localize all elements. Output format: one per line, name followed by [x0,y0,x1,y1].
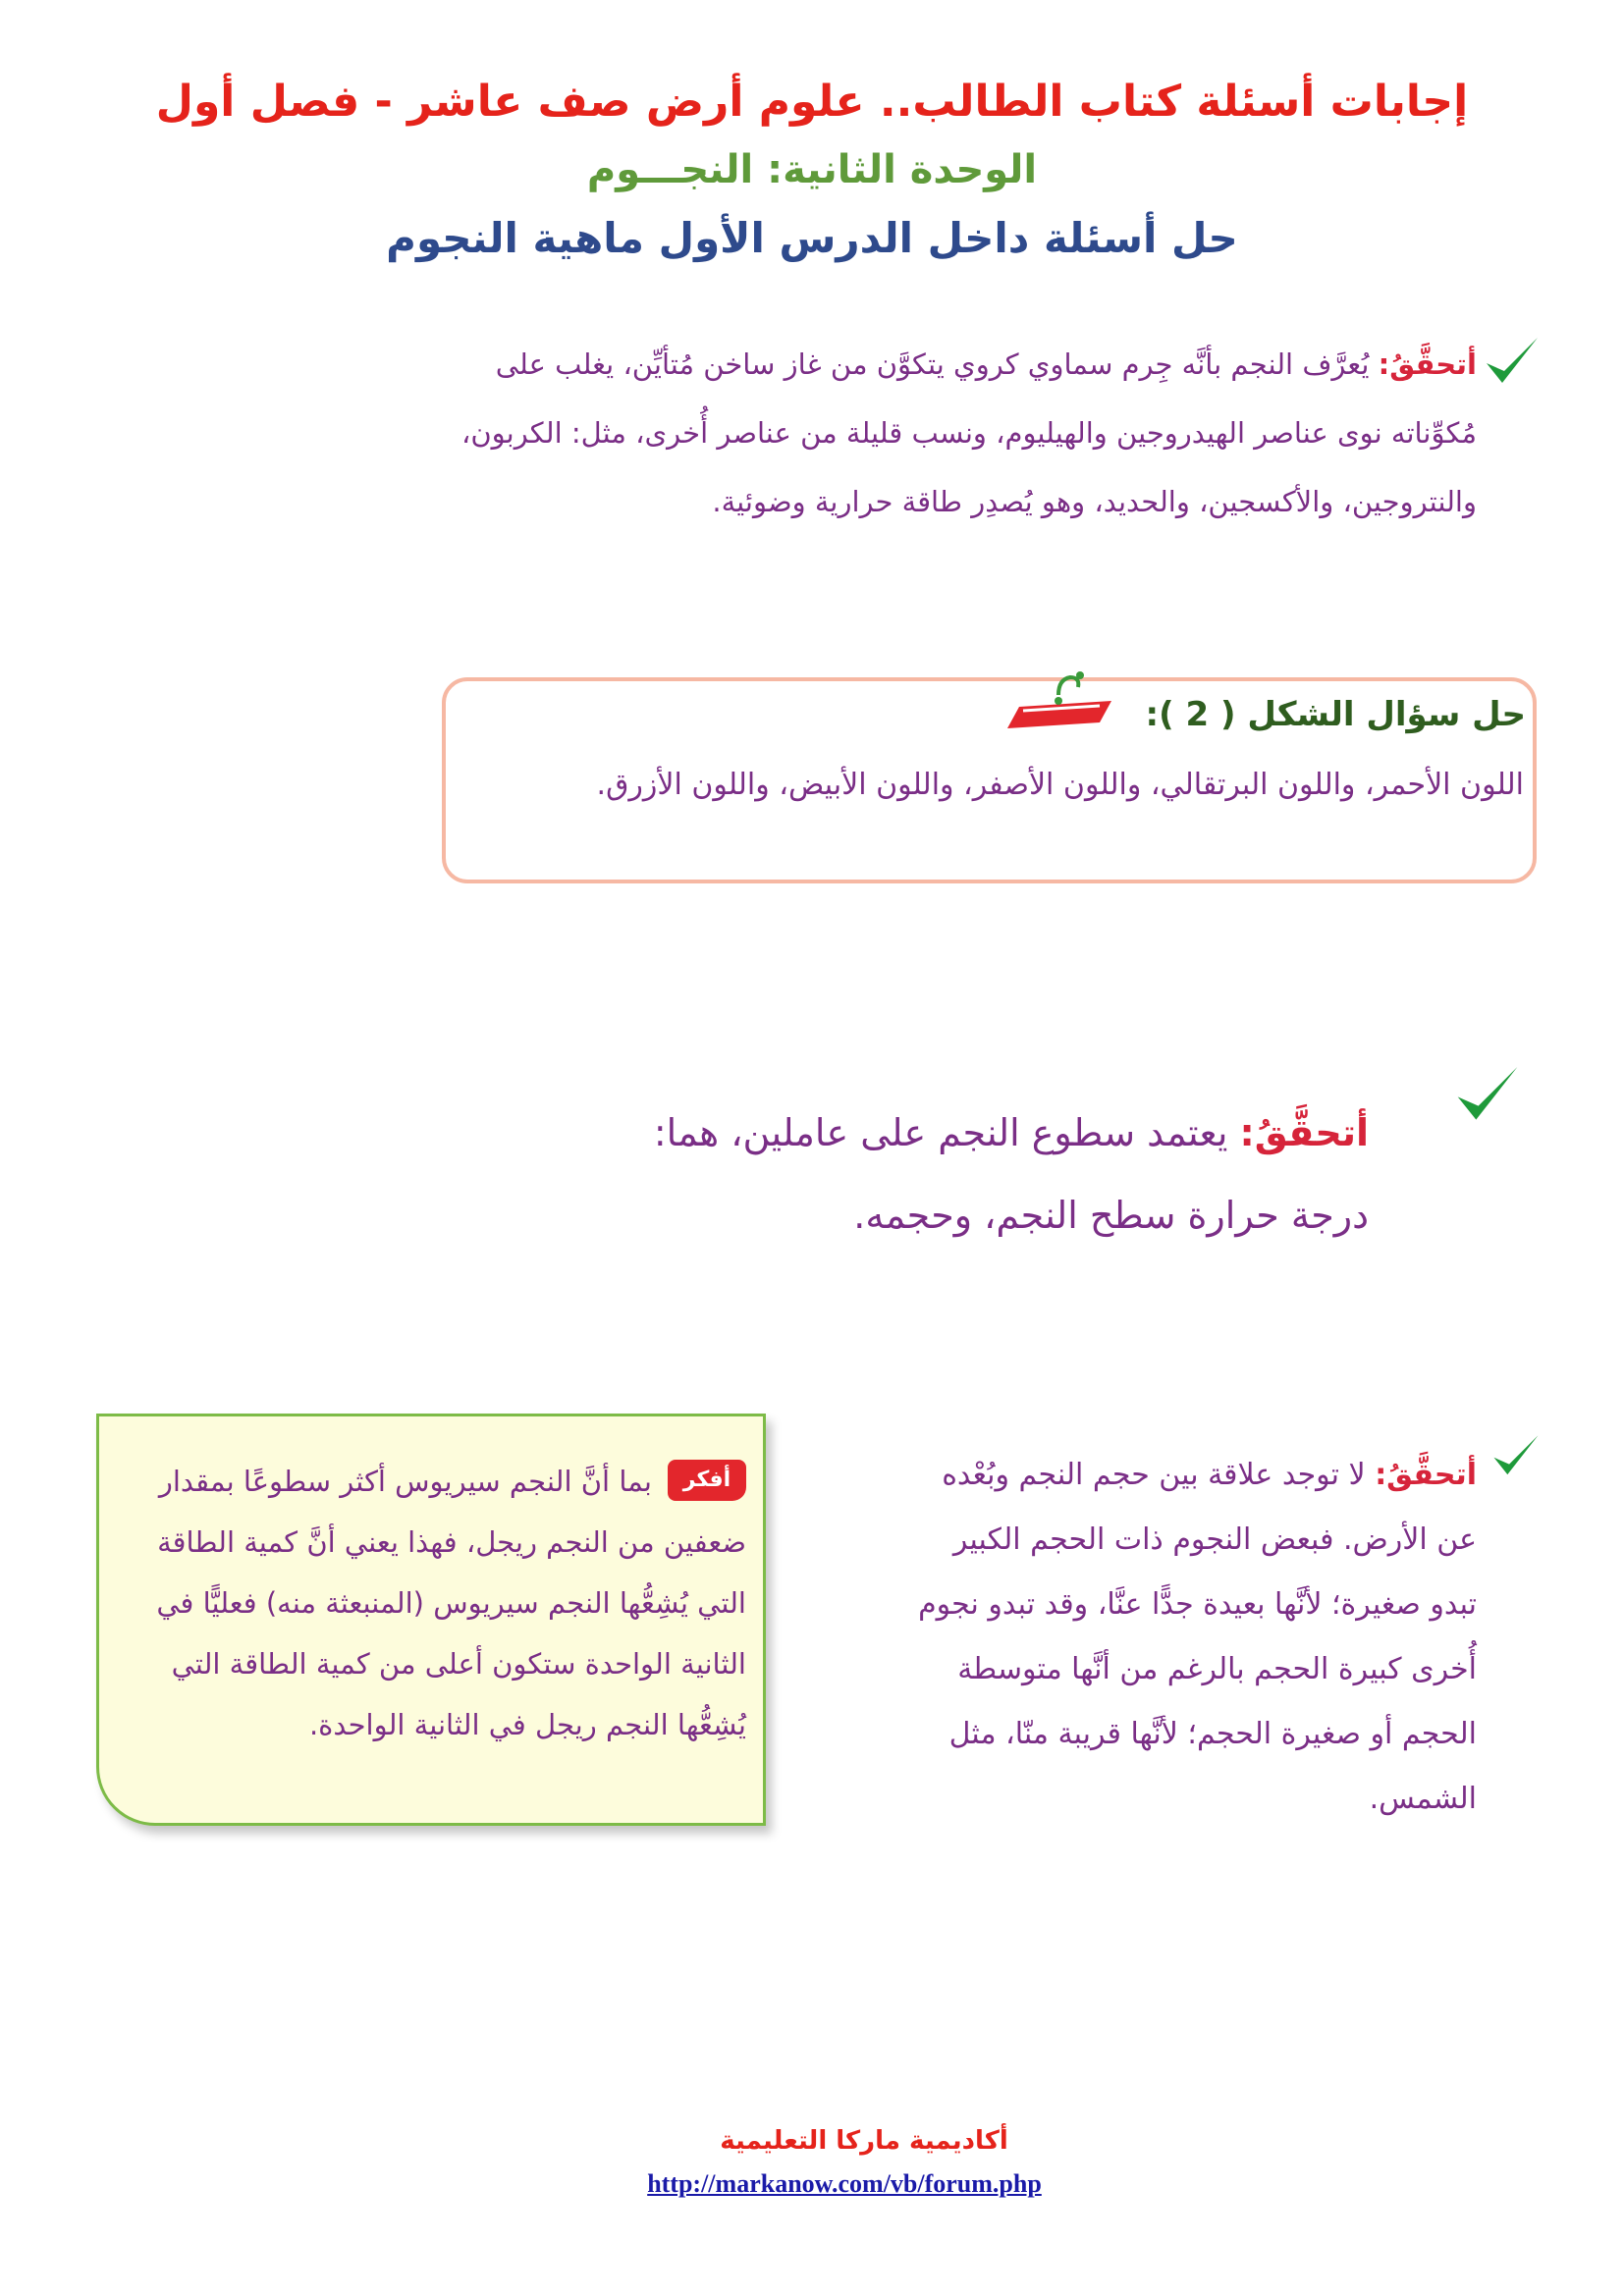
checkmark-icon [1483,334,1542,389]
check-answer-2 [436,1092,1369,1256]
think-text: بما أنَّ النجم سيريوس أكثر سطوعًا بمقدار ضعفين من النجم ريجل، فهذا يعني أنَّ كمية الطاقة التي يُشِعُّها النجم سيريوس (المنبعثة منه) فعليًّا في الثانية الواحدة ستكون أعلى من كمية الطاقة التي يُشِعُّها النجم ريجل في الثانية الواحدة. [156,1465,746,1741]
figure-question-label: حل سؤال الشكل ( 2 ): [1145,695,1526,734]
check-keyword: أتحقَّقُ: [1378,347,1477,381]
checkmark-icon [1490,1431,1542,1480]
footer-link[interactable]: http://markanow.com/vb/forum.php [647,2169,1042,2198]
figure-question-answer: اللون الأحمر، واللون البرتقالي، واللون الأصفر، واللون الأبيض، واللون الأزرق. [596,768,1524,802]
check-line-2: درجة حرارة سطح النجم، وحجمه. [853,1194,1369,1237]
footer-url [550,2169,1139,2199]
check-text: لا توجد علاقة بين حجم النجم وبُعْده عن الأرض. فبعض النجوم ذات الحجم الكبير تبدو صغيرة؛ لأنَّها بعيدة جدًّا عنَّا، وقد تبدو نجوم أُخرى كبيرة الحجم بالرغم من أنَّها متوسطة الحجم أو صغيرة الحجم؛ لأنَّها قريبة منّا، مثل الشمس. [918,1458,1477,1816]
check-keyword: أتحقَّقُ: [1239,1111,1369,1154]
checkmark-icon [1453,1062,1522,1127]
question-tag-icon [1001,666,1119,734]
lesson-title: حل أسئلة داخل الدرس الأول ماهية النجوم [386,214,1238,262]
unit-title: الوحدة الثانية: النجـــوم [586,147,1038,192]
check-text: يُعرَّف النجم بأنَّه جِرم سماوي كروي يتكوَّن من غاز ساخن مُتأيِّن، يغلب على مُكوِّناته نوى عناصر الهيدروجين والهيليوم، ونسب قليلة من عناصر أُخرى، مثل: الكربون، والنتروجين، والأكسجين، والحديد، وهو يُصدِر طاقة حرارية وضوئية. [461,347,1477,518]
check-answer-3 [907,1443,1477,1832]
check-line-1: يعتمد سطوع النجم على عاملين، هما: [653,1111,1228,1154]
think-label: أفكر [668,1460,746,1501]
footer-academy: أكاديمية ماركا التعليمية [720,2126,1008,2156]
document-title: إجابات أسئلة كتاب الطالب.. علوم أرض صف عاشر - فصل أول [155,77,1469,127]
check-answer-1 [446,330,1477,536]
check-keyword: أتحقَّقُ: [1375,1458,1477,1492]
